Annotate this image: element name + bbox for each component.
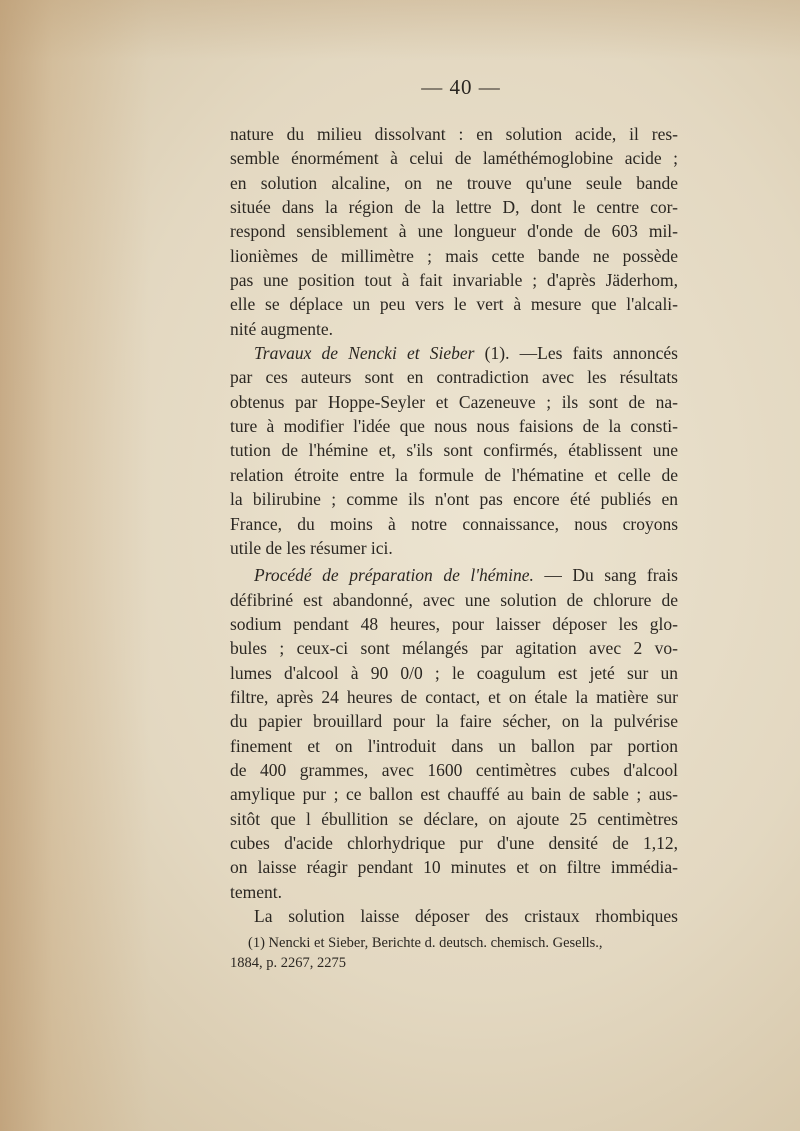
text-line: La solution laisse déposer des cristaux rhombiques	[254, 906, 678, 926]
text-line: par ces auteurs sont en contradiction avec les résultats	[230, 367, 678, 388]
paper-stain-top	[0, 0, 800, 60]
paragraph-solution	[230, 904, 678, 928]
footnote	[230, 933, 678, 973]
text-line: tement.	[230, 881, 282, 902]
text-line-with-heading	[230, 563, 678, 587]
text-line: utile de les résumer ici.	[230, 537, 393, 558]
text-line: en solution alcaline, on ne trouve qu'une seule bande	[230, 172, 678, 193]
text-line: on laisse réagir pendant 10 minutes et on filtre immédia-	[230, 857, 678, 878]
text-line: sodium pendant 48 heures, pour laisser déposer les glo-	[230, 613, 678, 634]
text-line: défibriné est abandonné, avec une solution de chlorure de	[230, 589, 678, 610]
text-line: cubes d'acide chlorhydrique pur d'une densité de 1,12,	[230, 832, 678, 853]
text-line: elle se déplace un peu vers le vert à mesure que l'alcali-	[230, 294, 678, 315]
text-line: sitôt que l ébullition se déclare, on ajoute 25 centimètres	[230, 808, 678, 829]
text-line: France, du moins à notre connaissance, nous croyons	[230, 513, 678, 534]
paragraph-nencki-sieber	[230, 341, 678, 560]
paper-stain-left	[0, 0, 150, 1131]
paragraph-hemine-preparation	[230, 563, 678, 904]
text-line: lionièmes de millimètre ; mais cette bande ne possède	[230, 245, 678, 266]
text-line: lumes d'alcool à 90 0/0 ; le coagulum est jeté sur un	[230, 662, 678, 683]
heading-rest-text: — Du sang frais	[533, 565, 678, 586]
text-line: nature du milieu dissolvant : en solution acide, il res-	[230, 124, 678, 144]
footnote-line: (1) Nencki et Sieber, Berichte d. deutsch. chemisch. Gesells.,	[248, 935, 603, 952]
text-line: de 400 grammes, avec 1600 centimètres cubes d'alcool	[230, 759, 678, 780]
text-line: semble énormément à celui de laméthémoglobine acide ;	[230, 148, 678, 169]
text-line: ture à modifier l'idée que nous nous faisions de la consti-	[230, 416, 678, 437]
paragraph-hematine-spectrum	[230, 122, 678, 341]
text-line: bules ; ceux-ci sont mélangés par agitation avec 2 vo-	[230, 638, 678, 659]
text-line: la bilirubine ; comme ils n'ont pas encore été publiés en	[230, 489, 678, 510]
text-line: nité augmente.	[230, 318, 334, 339]
book-page	[230, 72, 678, 973]
text-line: tution de l'hémine et, s'ils sont confirmés, établissent une	[230, 440, 678, 461]
text-line: obtenus par Hoppe-Seyler et Cazeneuve ; ils sont de na-	[230, 391, 678, 412]
text-line: filtre, après 24 heures de contact, et on étale la matière sur	[230, 686, 678, 707]
text-line: respond sensiblement à une longueur d'onde de 603 mil-	[230, 221, 678, 242]
text-line: relation étroite entre la formule de l'hématine et celle de	[230, 464, 678, 485]
text-line: du papier brouillard pour la faire sécher, on la pulvérise	[230, 711, 678, 732]
text-line: située dans la région de la lettre D, dont le centre cor-	[230, 197, 678, 218]
text-line: pas une position tout à fait invariable ; d'après Jäderhom,	[230, 270, 678, 291]
text-line-with-heading	[230, 341, 678, 365]
text-line: amylique pur ; ce ballon est chauffé au bain de sable ; aus-	[230, 784, 678, 805]
page-number: — 40 —	[421, 75, 501, 99]
text-line: finement et on l'introduit dans un ballon par portion	[230, 735, 678, 756]
heading-rest-text: (1). —Les faits annoncés	[474, 343, 678, 364]
section-heading-preparation: Procédé de préparation de l'hémine.	[254, 565, 534, 586]
section-heading-nencki-sieber: Travaux de Nencki et Sieber	[254, 343, 475, 364]
footnote-line: 1884, p. 2267, 2275	[230, 955, 346, 972]
